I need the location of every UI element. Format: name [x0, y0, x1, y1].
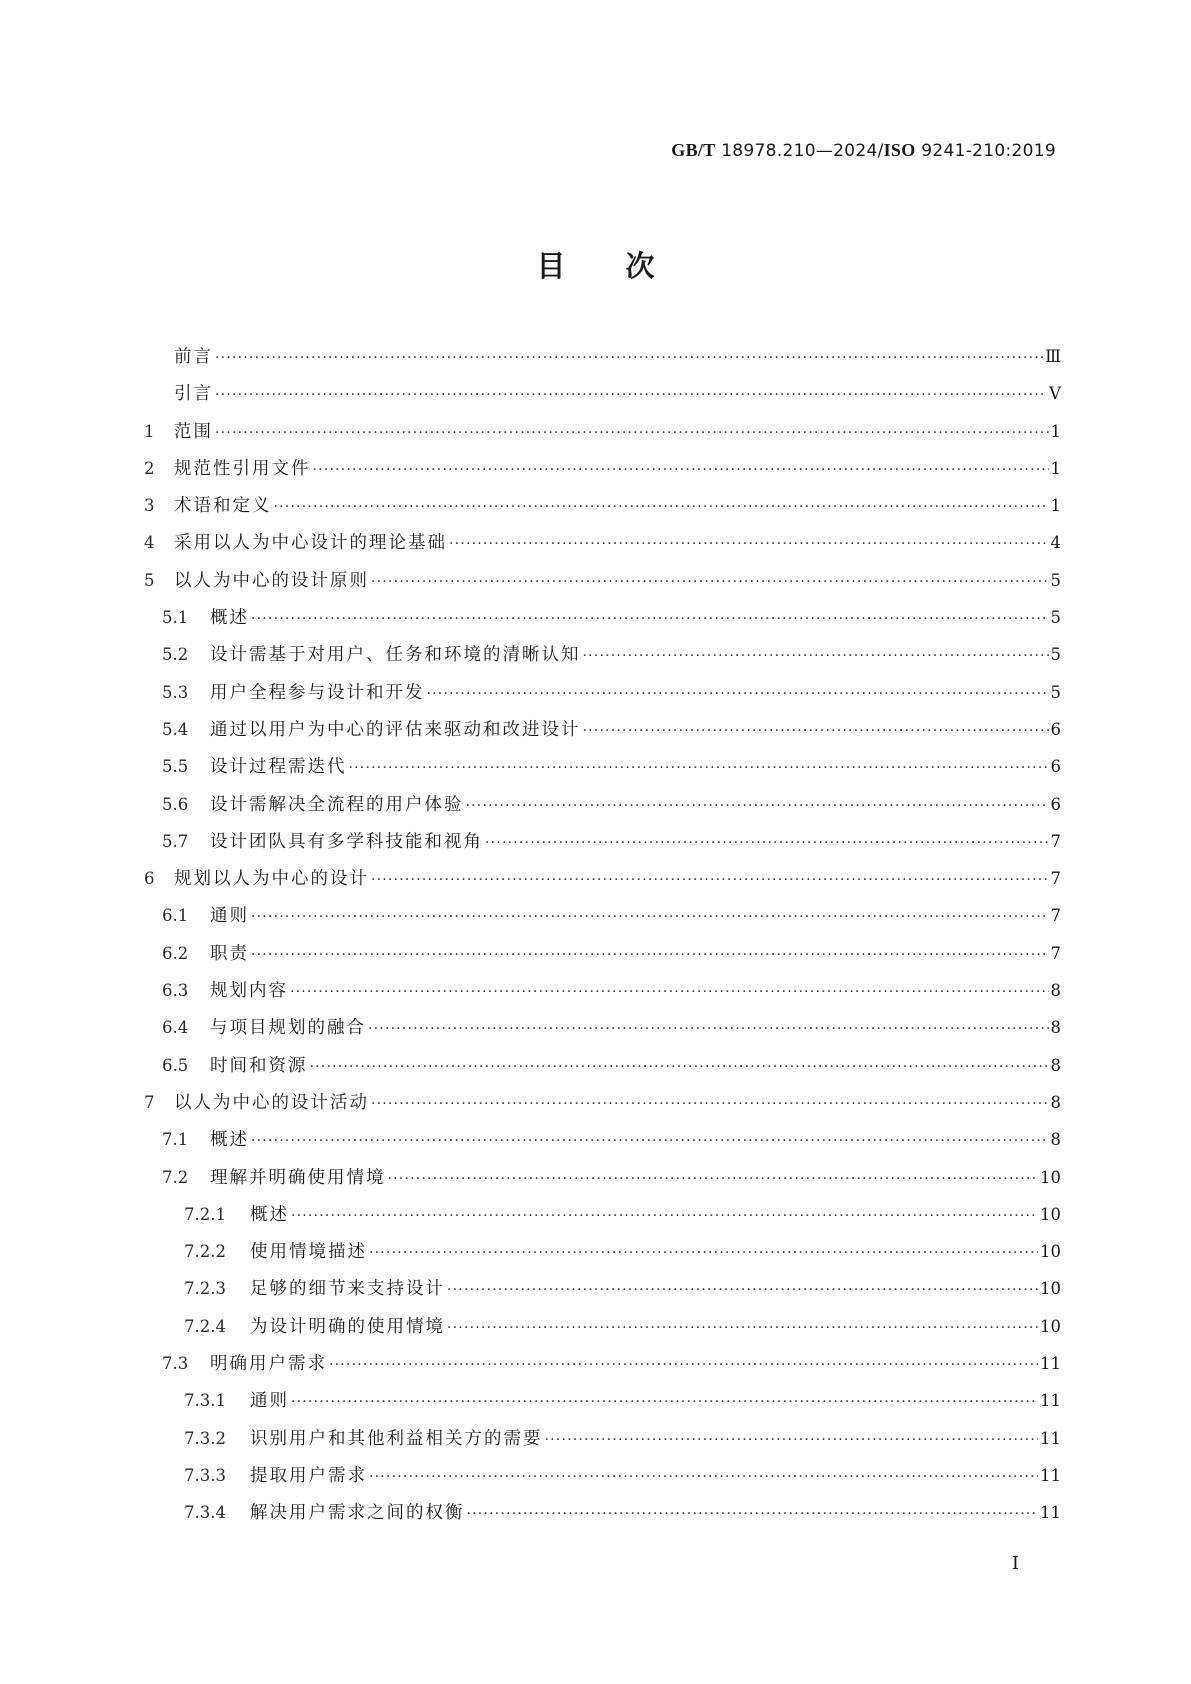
toc-entry-number: 5.7	[162, 831, 189, 851]
toc-entry[interactable]	[144, 823, 1061, 860]
toc-entry[interactable]	[144, 1196, 1061, 1233]
toc-entry[interactable]	[144, 1121, 1061, 1158]
toc-entry-title[interactable]: 解决用户需求之间的权衡	[250, 1503, 465, 1524]
toc-entry-page[interactable]: 5	[1050, 645, 1061, 665]
toc-entry-title[interactable]: 引言	[174, 384, 213, 405]
toc-entry-title[interactable]: 概述	[210, 608, 249, 629]
toc-leader-dots	[310, 1049, 1049, 1084]
toc-leader-dots	[447, 1310, 1038, 1345]
toc-entry-page[interactable]: 4	[1050, 533, 1061, 553]
toc-entry-page[interactable]: 6	[1050, 794, 1061, 814]
toc-entry-page[interactable]: 11	[1040, 1354, 1061, 1374]
toc-entry[interactable]	[144, 1420, 1061, 1457]
standard-code-iso: ISO	[883, 140, 916, 160]
toc-entry[interactable]	[144, 450, 1061, 487]
toc-entry-title[interactable]: 设计团队具有多学科技能和视角	[210, 831, 483, 852]
toc-leader-dots	[449, 526, 1049, 561]
toc-entry-page[interactable]: 11	[1040, 1428, 1061, 1448]
toc-entry[interactable]	[144, 487, 1061, 524]
toc-entry-title[interactable]: 范围	[174, 421, 213, 442]
toc-entry[interactable]	[144, 413, 1061, 450]
toc-entry-number: 3	[144, 496, 155, 516]
toc-entry-number: 7.2.3	[184, 1279, 226, 1299]
toc-entry-page[interactable]: 5	[1050, 570, 1061, 590]
toc-entry-number: 5.1	[162, 608, 189, 628]
toc-entry-title[interactable]: 概述	[210, 1130, 249, 1151]
toc-entry-number: 7.3.1	[184, 1391, 226, 1411]
toc-leader-dots	[545, 1422, 1039, 1457]
toc-entry-number: 7.2.1	[184, 1204, 226, 1224]
toc-entry-number: 7	[144, 1092, 155, 1112]
toc-entry[interactable]	[144, 786, 1061, 823]
toc-entry-page[interactable]: 1	[1050, 458, 1061, 478]
toc-entry-number: 7.2.4	[184, 1316, 226, 1336]
toc-entry-page[interactable]: 10	[1040, 1167, 1061, 1187]
toc-entry-title[interactable]: 通过以用户为中心的评估来驱动和改进设计	[210, 719, 581, 740]
toc-leader-dots	[290, 974, 1049, 1009]
toc-leader-dots	[583, 713, 1049, 748]
toc-leader-dots	[251, 601, 1049, 636]
toc-entry-title[interactable]: 通则	[250, 1391, 289, 1412]
toc-entry[interactable]	[144, 1233, 1061, 1270]
toc-entry-title[interactable]: 前言	[174, 347, 213, 367]
toc-entry[interactable]	[144, 338, 1061, 375]
toc-entry-page[interactable]: 6	[1050, 757, 1061, 777]
toc-entry-number: 4	[144, 533, 155, 553]
toc-entry-number: 6.1	[162, 906, 189, 926]
toc-entry-page[interactable]: 7	[1050, 906, 1061, 926]
toc-entry[interactable]	[144, 1494, 1061, 1531]
standard-code-number: 18978.210—2024/	[715, 141, 884, 161]
toc-entry-title[interactable]: 通则	[210, 906, 249, 927]
toc-entry-page[interactable]: 7	[1050, 869, 1061, 889]
toc-entry-title[interactable]: 设计需基于对用户、任务和环境的清晰认知	[210, 645, 581, 666]
toc-leader-dots	[447, 1272, 1038, 1307]
toc-entry-title[interactable]: 与项目规划的融合	[210, 1018, 366, 1039]
standard-code-iso-number: 9241-210:2019	[915, 141, 1056, 161]
toc-entry-title[interactable]: 以人为中心的设计原则	[174, 570, 369, 591]
toc-leader-dots	[371, 862, 1049, 897]
standard-code	[671, 140, 1056, 161]
toc-entry-title[interactable]: 为设计明确的使用情境	[250, 1316, 445, 1337]
toc-leader-dots	[251, 937, 1049, 972]
toc-entry-page[interactable]: 11	[1040, 1503, 1061, 1523]
toc-entry-page[interactable]: 10	[1040, 1204, 1061, 1224]
toc-entry-number: 5.3	[162, 682, 189, 702]
toc-entry-title[interactable]: 规划以人为中心的设计	[174, 869, 369, 890]
toc-entry-title[interactable]: 概述	[250, 1204, 289, 1225]
toc-entry-number: 7.3.4	[184, 1503, 226, 1523]
toc-entry-page[interactable]: 7	[1050, 943, 1061, 963]
toc-entry-page[interactable]: 8	[1050, 1092, 1061, 1112]
table-of-contents	[144, 338, 1061, 1532]
toc-entry-number: 6.3	[162, 981, 189, 1001]
toc-entry-number: 6.2	[162, 943, 189, 963]
toc-leader-dots	[368, 1011, 1049, 1046]
toc-entry[interactable]	[144, 1457, 1061, 1494]
toc-entry[interactable]	[144, 1345, 1061, 1382]
toc-entry-number: 5	[144, 570, 155, 590]
toc-entry-title[interactable]: 时间和资源	[210, 1055, 308, 1076]
toc-entry[interactable]	[144, 1382, 1061, 1419]
toc-entry-page[interactable]: 8	[1050, 1130, 1061, 1150]
toc-entry-page[interactable]: 10	[1040, 1242, 1061, 1262]
toc-entry-number: 7.1	[162, 1130, 189, 1150]
toc-entry-number: 7.2.2	[184, 1242, 226, 1262]
toc-entry-page[interactable]: 6	[1050, 719, 1061, 739]
toc-leader-dots	[215, 340, 1043, 375]
toc-leader-dots	[369, 1235, 1038, 1270]
toc-entry-number: 7.3	[162, 1354, 189, 1374]
toc-entry-title[interactable]: 采用以人为中心设计的理论基础	[174, 533, 447, 554]
toc-entry-number: 6.5	[162, 1055, 189, 1075]
toc-entry-page[interactable]: 8	[1050, 1018, 1061, 1038]
toc-entry[interactable]	[144, 636, 1061, 673]
toc-leader-dots	[371, 564, 1049, 599]
page-number: I	[1011, 1553, 1019, 1574]
toc-entry[interactable]	[144, 674, 1061, 711]
toc-entry-title[interactable]: 规划内容	[210, 981, 288, 1002]
toc-entry-number: 2	[144, 458, 155, 478]
toc-entry-number: 5.4	[162, 719, 189, 739]
toc-leader-dots	[215, 377, 1047, 412]
toc-entry[interactable]	[144, 1084, 1061, 1121]
toc-entry-page[interactable]: 1	[1050, 421, 1061, 441]
toc-entry-number: 7.2	[162, 1167, 189, 1187]
toc-entry-page[interactable]: 10	[1040, 1316, 1061, 1336]
toc-entry-title[interactable]: 识别用户和其他利益相关方的需要	[250, 1428, 543, 1449]
toc-entry-title[interactable]: 设计过程需迭代	[210, 757, 347, 778]
toc-entry[interactable]	[144, 711, 1061, 748]
toc-leader-dots	[369, 1459, 1038, 1494]
toc-entry[interactable]	[144, 562, 1061, 599]
toc-leader-dots	[291, 1384, 1038, 1419]
toc-entry-title[interactable]: 提取用户需求	[250, 1465, 367, 1486]
toc-leader-dots	[466, 788, 1049, 823]
toc-entry-page[interactable]: Ⅴ	[1049, 384, 1061, 404]
toc-leader-dots	[371, 1086, 1049, 1121]
toc-entry-number: 6.4	[162, 1018, 189, 1038]
toc-entry[interactable]	[144, 1009, 1061, 1046]
page-title: 目次	[536, 249, 715, 283]
toc-leader-dots	[583, 638, 1049, 673]
toc-entry[interactable]	[144, 972, 1061, 1009]
toc-entry[interactable]	[144, 1159, 1061, 1196]
toc-leader-dots	[349, 750, 1049, 785]
toc-entry-page[interactable]: 1	[1050, 496, 1061, 516]
toc-entry-page[interactable]: 8	[1050, 1055, 1061, 1075]
toc-entry-title[interactable]: 术语和定义	[174, 496, 272, 517]
toc-leader-dots	[215, 415, 1049, 450]
toc-entry-title[interactable]: 职责	[210, 943, 249, 964]
toc-entry[interactable]	[144, 935, 1061, 972]
toc-entry-page[interactable]: 11	[1040, 1465, 1061, 1485]
toc-entry[interactable]	[144, 897, 1061, 934]
toc-entry[interactable]	[144, 1047, 1061, 1084]
toc-entry[interactable]	[144, 1270, 1061, 1307]
toc-entry-page[interactable]: 7	[1050, 831, 1061, 851]
toc-leader-dots	[467, 1496, 1039, 1531]
toc-entry-number: 1	[144, 421, 155, 441]
toc-leader-dots	[427, 676, 1049, 711]
toc-entry-page[interactable]: 10	[1040, 1279, 1061, 1299]
toc-leader-dots	[274, 489, 1049, 524]
toc-entry-number: 7.3.2	[184, 1428, 226, 1448]
toc-entry-number: 5.5	[162, 757, 189, 777]
toc-entry[interactable]	[144, 1308, 1061, 1345]
toc-leader-dots	[313, 452, 1049, 487]
toc-entry-title[interactable]: 用户全程参与设计和开发	[210, 682, 425, 703]
standard-code-prefix: GB/T	[671, 140, 716, 160]
toc-entry-page[interactable]: 8	[1050, 981, 1061, 1001]
toc-leader-dots	[251, 899, 1049, 934]
toc-entry-page[interactable]: Ⅲ	[1045, 347, 1061, 366]
toc-entry-number: 5.6	[162, 794, 189, 814]
toc-entry-number: 7.3.3	[184, 1465, 226, 1485]
toc-entry-number: 6	[144, 869, 155, 889]
toc-leader-dots	[251, 1123, 1049, 1158]
toc-entry-page[interactable]: 5	[1050, 608, 1061, 628]
toc-entry[interactable]	[144, 599, 1061, 636]
toc-leader-dots	[291, 1198, 1038, 1233]
toc-entry[interactable]	[144, 748, 1061, 785]
toc-entry[interactable]	[144, 375, 1061, 412]
toc-leader-dots	[485, 825, 1049, 860]
toc-entry-title[interactable]: 使用情境描述	[250, 1242, 367, 1263]
toc-entry-title[interactable]: 明确用户需求	[210, 1354, 327, 1375]
toc-entry-title[interactable]: 规范性引用文件	[174, 458, 311, 479]
toc-entry[interactable]	[144, 524, 1061, 561]
toc-entry-number: 5.2	[162, 645, 189, 665]
toc-entry-title[interactable]: 足够的细节来支持设计	[250, 1279, 445, 1300]
toc-entry-title[interactable]: 理解并明确使用情境	[210, 1167, 386, 1188]
toc-entry-page[interactable]: 11	[1040, 1391, 1061, 1411]
toc-entry[interactable]	[144, 860, 1061, 897]
toc-leader-dots	[388, 1161, 1039, 1196]
toc-leader-dots	[329, 1347, 1038, 1382]
toc-entry-title[interactable]: 设计需解决全流程的用户体验	[210, 794, 464, 815]
toc-entry-title[interactable]: 以人为中心的设计活动	[174, 1092, 369, 1113]
toc-entry-page[interactable]: 5	[1050, 682, 1061, 702]
